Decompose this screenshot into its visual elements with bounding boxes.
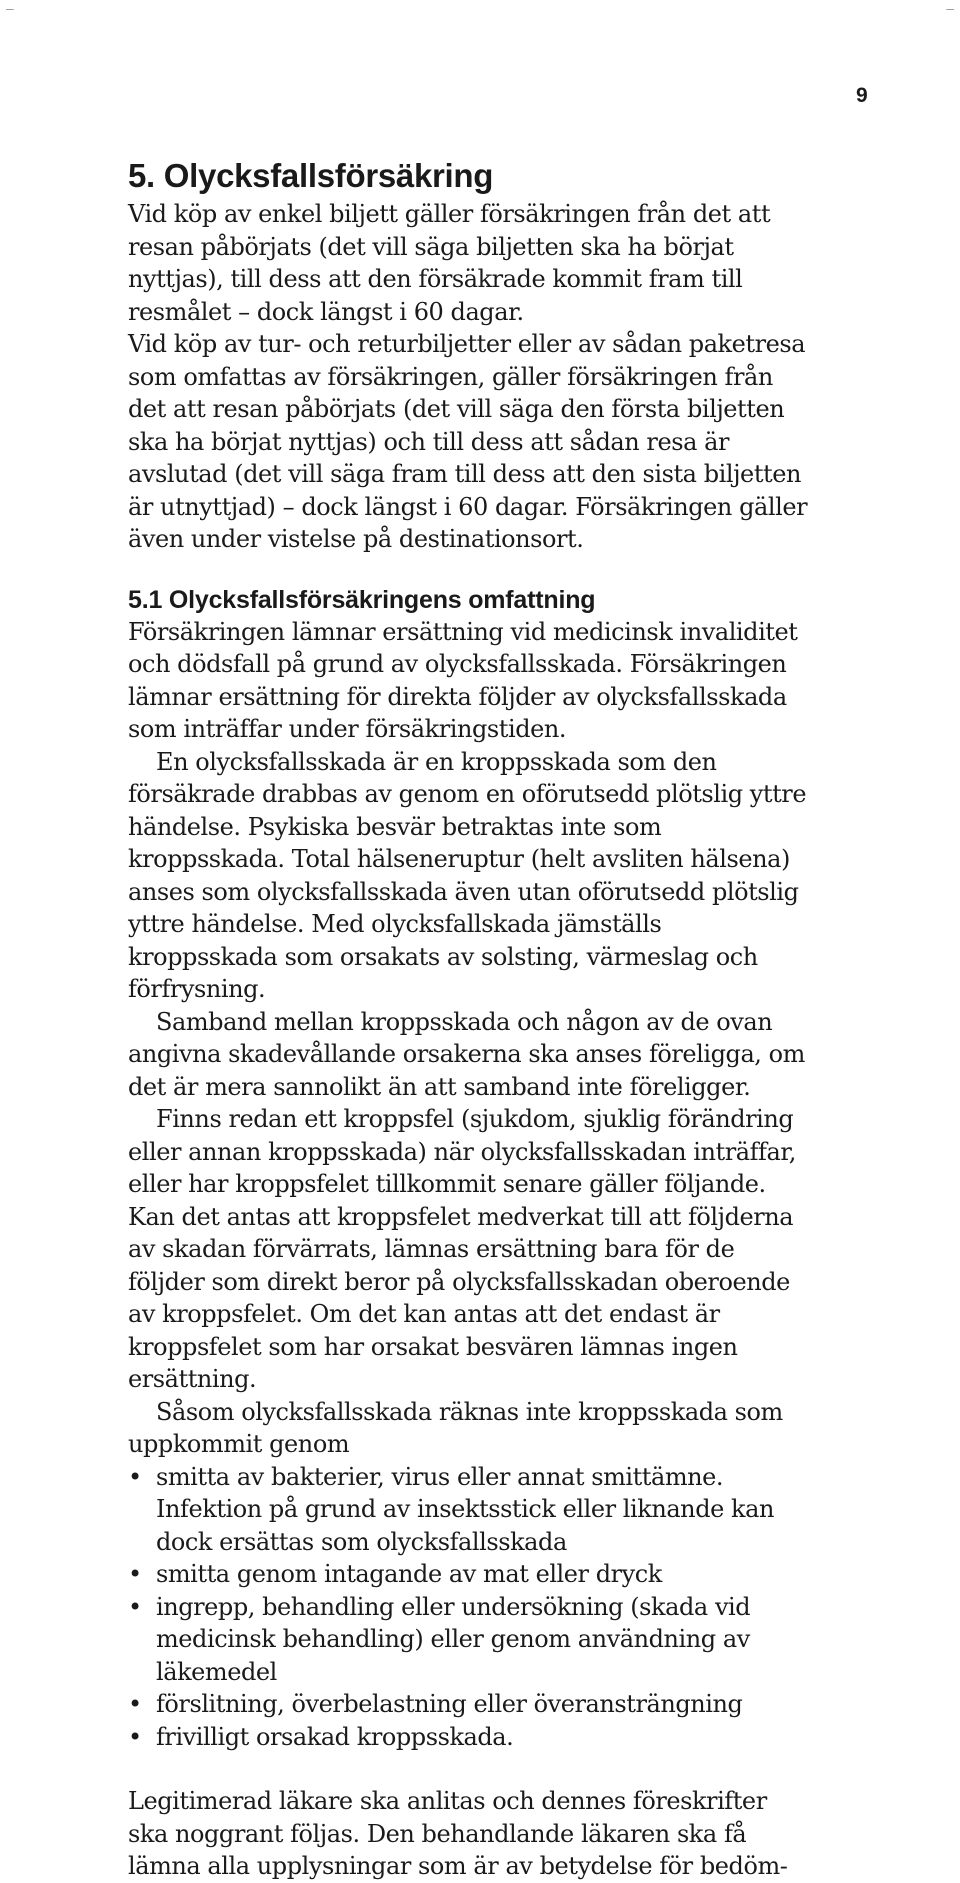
subsection-paragraph: En olycksfallsskada är en kroppsskada som den försäkrade drabbas av genom en oförutsedd plötslig yttre händelse. Psykiska besvär betraktas inte som kroppsskada. Total hälseneruptur (helt avsliten hälsena) anses som olycksfallsskada även utan oförutsedd plötslig yttre händelse. Med olycksfallskada jämställs kroppsskada som orsakats av solsting, värmeslag och förfrysning. [128, 747, 807, 1003]
exclusion-text: frivilligt orsakad kroppsskada. [156, 1722, 514, 1751]
subsection-paragraph: Försäkringen lämnar ersättning vid medicinsk invaliditet och dödsfall på grund av olycksfallsskada. Försäkringen lämnar ersättning för direkta följder av olycksfallsskada som inträffar under försäkringstiden. [128, 617, 798, 743]
subsection-paragraph: Finns redan ett kroppsfel (sjukdom, sjuklig förändring eller annan kroppsskada) när olycksfallsskadan inträffar, eller har kroppsfelet tillkommit senare gäller följande. [128, 1105, 796, 1198]
section-paragraph: Vid köp av tur- och returbiljetter eller av sådan paketresa som omfattas av försäkringen, gäller försäkringen från det att resan påbörjats (det vill säga den första biljetten ska ha börjat nyttjas) och till dess att sådan resa är avslutad (det vill säga fram till dess att den sista biljetten är utnyttjad) – dock längst i 60 dagar. Försäkringen gäller även under vistelse på destinationsort. [128, 330, 808, 553]
paragraph-spacer [128, 1753, 808, 1785]
exclusion-text: smitta genom intagande av mat eller dryck [156, 1560, 662, 1588]
subsection-paragraph: Samband mellan kroppsskada och någon av de ovan angivna skadevållande orsakerna ska anses föreligga, om det är mera sannolikt än att samband inte föreligger. [128, 1007, 805, 1101]
exclusion-text: smitta av bakterier, virus eller annat smittämne. Infektion på grund av insektsstick eller liknande kan dock ersättas som olycksfallsskada [156, 1462, 774, 1556]
subsection-paragraph: Såsom olycksfallsskada räknas inte kroppsskada som uppkommit genom [128, 1397, 783, 1458]
exclusion-list-item [128, 1688, 808, 1721]
subsection-title: 5.1 Olycksfallsförsäkringens omfattning [128, 585, 596, 614]
exclusion-list-item [128, 1591, 808, 1689]
section-title: 5. Olycksfallsförsäkring [128, 157, 494, 194]
exclusion-list-item [128, 1558, 808, 1591]
bullet-icon: • [128, 1690, 142, 1718]
bullet-icon: • [128, 1722, 142, 1751]
closing-paragraph: Legitimerad läkare ska anlitas och dennes föreskrifter ska noggrant följas. Den behandlande läkaren ska få lämna alla upplysningar som är av betydelse för bedöm- [128, 1787, 788, 1880]
bullet-icon: • [128, 1462, 142, 1491]
section-spacer [128, 556, 808, 584]
section-paragraph: Vid köp av enkel biljett gäller försäkringen från det att resan påbörjats (det vill säga biljetten ska ha börjat nyttjas), till dess att den försäkrade kommit fram till resmålet – dock längst i 60 dagar. [128, 200, 771, 326]
corner-mark-left: – [6, 0, 14, 16]
exclusion-list-item [128, 1461, 808, 1559]
exclusion-text: ingrepp, behandling eller undersökning (skada vid medicinsk behandling) eller genom användning av läkemedel [156, 1592, 751, 1686]
bullet-icon: • [128, 1560, 142, 1588]
exclusion-list [128, 1461, 808, 1754]
subsection-paragraph: Kan det antas att kroppsfelet medverkat till att följderna av skadan förvärrats, lämnas ersättning bara för de följder som direkt beror på olycksfallsskadan oberoende av kroppsfelet. Om det kan antas att det endast är kroppsfelet som har orsakat besvären lämnas ingen ersättning. [128, 1202, 794, 1393]
page-content [128, 154, 808, 1883]
corner-mark-right: – [946, 0, 954, 16]
bullet-icon: • [128, 1592, 142, 1621]
page-number: 9 [856, 84, 868, 107]
exclusion-list-item [128, 1721, 808, 1754]
exclusion-text: förslitning, överbelastning eller överansträngning [156, 1690, 743, 1718]
